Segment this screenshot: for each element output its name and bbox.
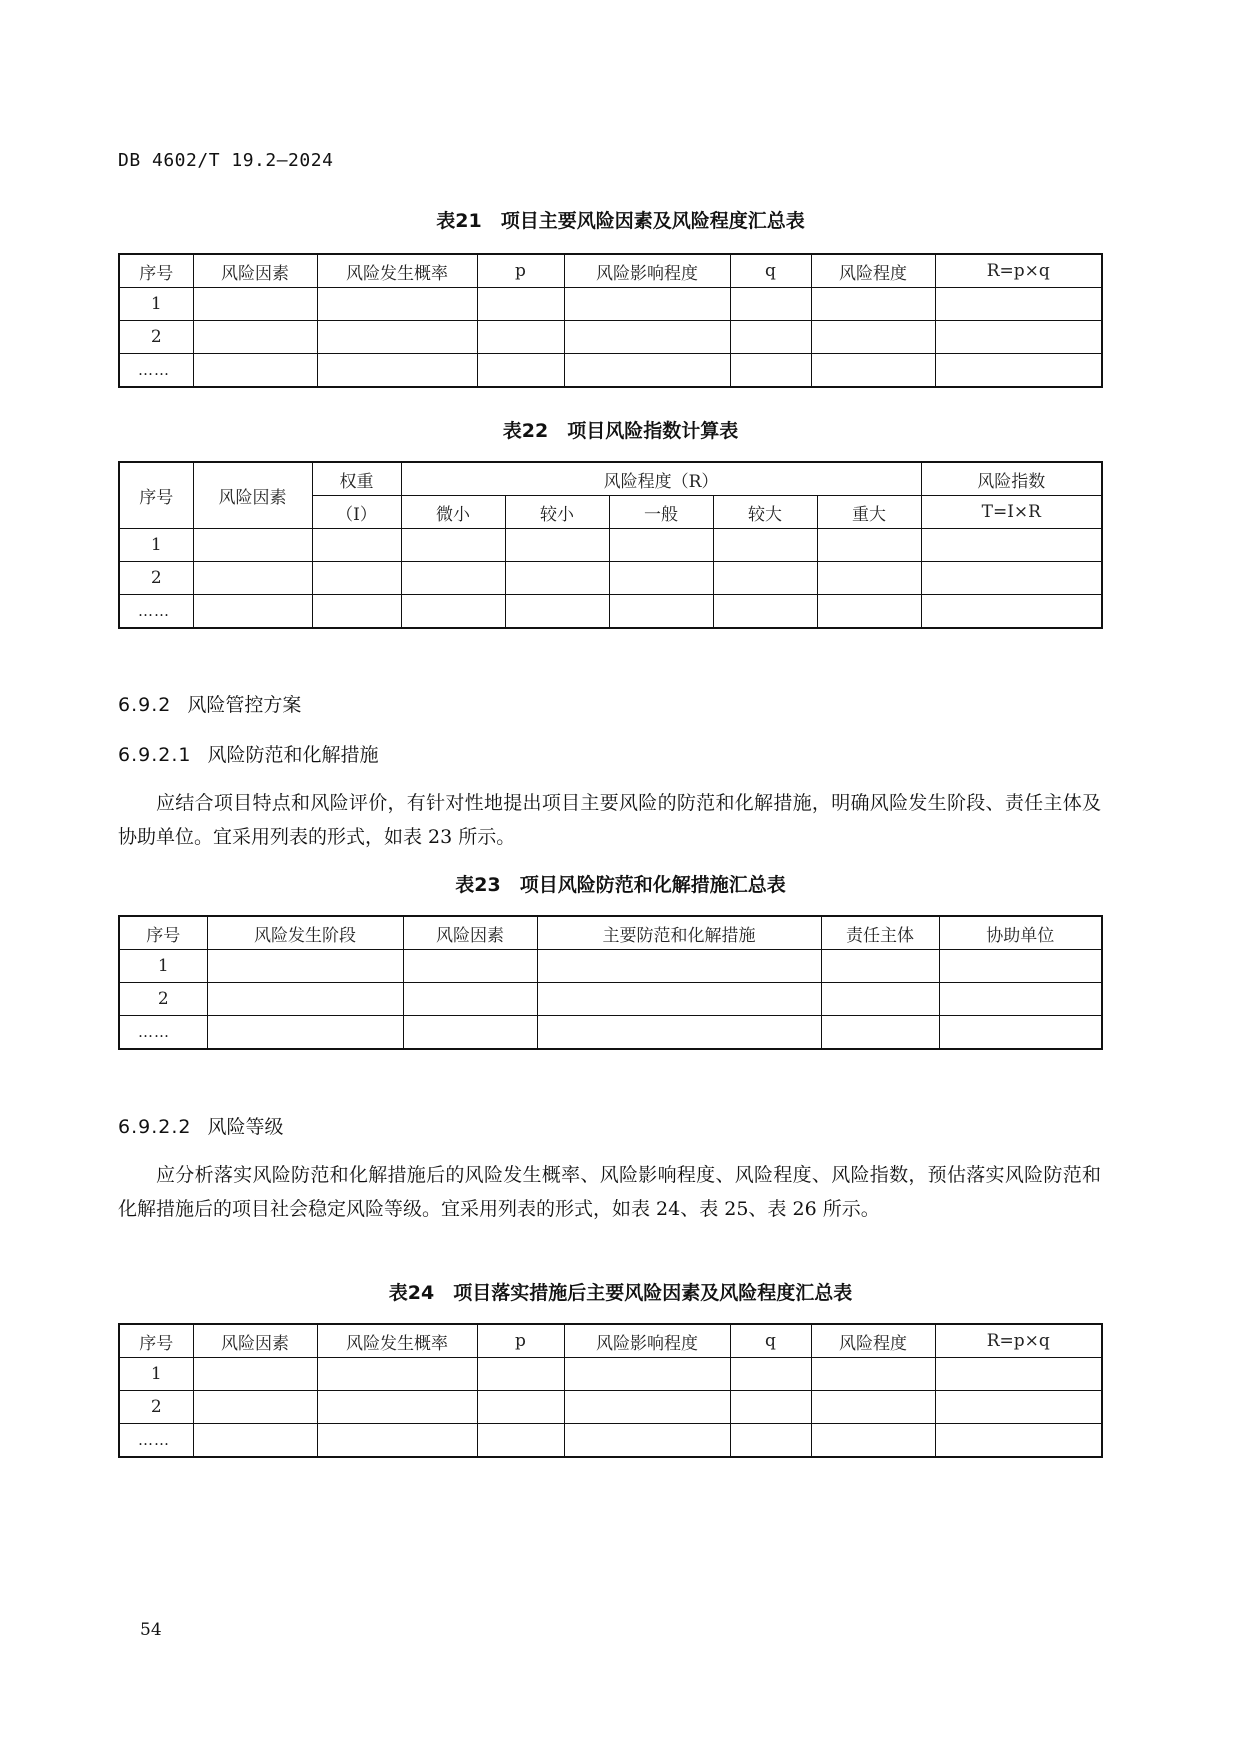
table-row bbox=[119, 354, 1102, 388]
paragraph-6-9-2-2: 应分析落实风险防范和化解措施后的风险发生概率、风险影响程度、风险程度、风险指数，预估落实风险防范和化解措施后的项目社会稳定风险等级。宜采用列表的形式，如表 24、表 25、表 26 所示。 bbox=[118, 1164, 1101, 1220]
table23-caption: 表23 项目风险防范和化解措施汇总表 bbox=[455, 874, 786, 896]
table21 bbox=[118, 253, 1103, 388]
section-number: 6.9.2.2 bbox=[118, 1116, 192, 1138]
header-cell: 风险因素 bbox=[193, 254, 317, 288]
table24 bbox=[118, 1323, 1103, 1458]
table-row bbox=[119, 983, 1102, 1016]
header-cell: 微小 bbox=[401, 496, 505, 529]
table-row bbox=[119, 595, 1102, 629]
row-index: 1 bbox=[119, 1358, 193, 1391]
table-header-row bbox=[119, 916, 1102, 950]
header-cell: p bbox=[477, 1324, 564, 1358]
row-index: 2 bbox=[119, 1391, 193, 1424]
header-cell: 权重 bbox=[312, 462, 401, 496]
section-number: 6.9.2.1 bbox=[118, 744, 192, 766]
table-row bbox=[119, 1358, 1102, 1391]
header-cell: 风险发生概率 bbox=[317, 1324, 477, 1358]
table22 bbox=[118, 461, 1103, 629]
header-cell: 风险程度 bbox=[811, 1324, 935, 1358]
header-cell: 较大 bbox=[713, 496, 817, 529]
table-row bbox=[119, 288, 1102, 321]
header-cell: T=I×R bbox=[921, 496, 1102, 529]
table21-caption: 表21 项目主要风险因素及风险程度汇总表 bbox=[436, 210, 805, 232]
header-cell: q bbox=[730, 1324, 811, 1358]
header-cell: 风险指数 bbox=[921, 462, 1102, 496]
row-index: 1 bbox=[119, 950, 207, 983]
table-header-row bbox=[119, 462, 1102, 496]
section-title: 风险防范和化解措施 bbox=[207, 744, 379, 766]
header-cell: 责任主体 bbox=[821, 916, 939, 950]
table-header-row bbox=[119, 1324, 1102, 1358]
paragraph-6-9-2-1: 应结合项目特点和风险评价，有针对性地提出项目主要风险的防范和化解措施，明确风险发生阶段、责任主体及协助单位。宜采用列表的形式，如表 23 所示。 bbox=[118, 792, 1101, 848]
header-cell: R=p×q bbox=[935, 254, 1102, 288]
table24-caption: 表24 项目落实措施后主要风险因素及风险程度汇总表 bbox=[388, 1282, 853, 1304]
header-cell: 风险程度 bbox=[811, 254, 935, 288]
table-row bbox=[119, 1016, 1102, 1050]
header-cell: 风险程度（R） bbox=[401, 462, 921, 496]
header-cell: 风险因素 bbox=[403, 916, 537, 950]
header-cell: p bbox=[477, 254, 564, 288]
row-index: 1 bbox=[119, 529, 193, 562]
row-index: 2 bbox=[119, 983, 207, 1016]
section-number: 6.9.2 bbox=[118, 694, 172, 716]
header-cell: 风险影响程度 bbox=[564, 1324, 730, 1358]
table-row bbox=[119, 562, 1102, 595]
table-row bbox=[119, 1391, 1102, 1424]
table-row bbox=[119, 950, 1102, 983]
row-index: …… bbox=[119, 1424, 193, 1458]
row-index: …… bbox=[119, 595, 193, 629]
header-cell: 风险发生阶段 bbox=[207, 916, 403, 950]
row-index: 1 bbox=[119, 288, 193, 321]
header-cell: 风险因素 bbox=[193, 462, 312, 529]
section-title: 风险管控方案 bbox=[187, 694, 302, 716]
table22-caption: 表22 项目风险指数计算表 bbox=[502, 420, 739, 442]
header-cell: q bbox=[730, 254, 811, 288]
header-cell: 主要防范和化解措施 bbox=[537, 916, 821, 950]
section-heading-6-9-2 bbox=[118, 690, 301, 717]
document-code: DB 4602/T 19.2—2024 bbox=[118, 150, 334, 171]
header-cell: R=p×q bbox=[935, 1324, 1102, 1358]
header-cell: 序号 bbox=[119, 254, 193, 288]
section-heading-6-9-2-1 bbox=[118, 740, 379, 767]
table-row bbox=[119, 1424, 1102, 1458]
header-cell: 风险影响程度 bbox=[564, 254, 730, 288]
row-index: …… bbox=[119, 354, 193, 388]
header-cell: 一般 bbox=[609, 496, 713, 529]
table23 bbox=[118, 915, 1103, 1050]
header-cell: 协助单位 bbox=[939, 916, 1102, 950]
table-row bbox=[119, 321, 1102, 354]
section-heading-6-9-2-2 bbox=[118, 1112, 284, 1139]
header-cell: 风险因素 bbox=[193, 1324, 317, 1358]
table-row bbox=[119, 529, 1102, 562]
row-index: 2 bbox=[119, 562, 193, 595]
table-header-row bbox=[119, 254, 1102, 288]
row-index: 2 bbox=[119, 321, 193, 354]
header-cell: 序号 bbox=[119, 462, 193, 529]
header-cell: （I） bbox=[312, 496, 401, 529]
header-cell: 风险发生概率 bbox=[317, 254, 477, 288]
header-cell: 序号 bbox=[119, 1324, 193, 1358]
row-index: …… bbox=[119, 1016, 207, 1050]
header-cell: 序号 bbox=[119, 916, 207, 950]
page-number: 54 bbox=[140, 1620, 162, 1640]
header-cell: 较小 bbox=[505, 496, 609, 529]
section-title: 风险等级 bbox=[207, 1116, 284, 1138]
header-cell: 重大 bbox=[817, 496, 921, 529]
